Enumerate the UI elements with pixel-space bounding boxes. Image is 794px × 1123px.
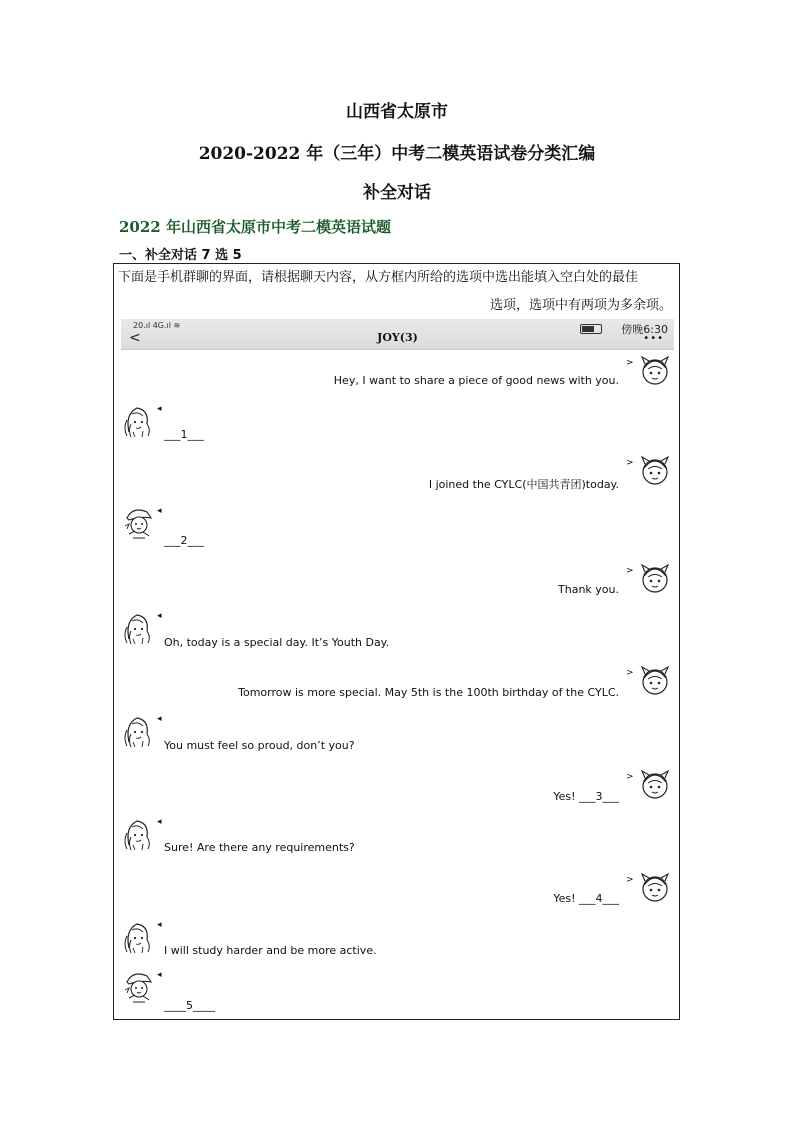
avatar-icon	[638, 452, 672, 488]
bubble-pointer-icon: >	[626, 458, 634, 468]
bubble-pointer-icon: ◂	[157, 970, 162, 980]
signal-icon: 20.ıl 4G.ıl ≋	[133, 321, 181, 330]
document-title: 山西省太原市	[346, 102, 448, 122]
bubble-pointer-icon: ◂	[157, 611, 162, 621]
instruction-line-2: 选项，选项中有两项为多余项。	[489, 298, 672, 313]
bubble-pointer-icon: >	[626, 358, 634, 368]
chat-message-10: Sure! Are there any requirements?	[164, 841, 355, 854]
avatar-icon	[121, 609, 155, 645]
phone-status-bar	[121, 319, 674, 350]
bubble-pointer-icon: >	[626, 566, 634, 576]
bubble-pointer-icon: ◂	[157, 714, 162, 724]
chat-message-6: Oh, today is a special day. It’s Youth Day.	[164, 636, 390, 649]
avatar-icon	[121, 504, 155, 540]
chat-message-9: Yes! ___3___	[553, 790, 619, 803]
chat-message-2: ___1___	[164, 428, 204, 441]
bubble-pointer-icon: >	[626, 772, 634, 782]
avatar-icon	[121, 712, 155, 748]
section-heading: 2022 年山西省太原市中考二模英语试题	[119, 218, 391, 236]
chat-message-13: ____5____	[164, 999, 215, 1012]
bubble-pointer-icon: ◂	[157, 817, 162, 827]
avatar-icon	[121, 815, 155, 851]
bubble-pointer-icon: ◂	[157, 506, 162, 516]
avatar-icon	[638, 662, 672, 698]
bubble-pointer-icon: ◂	[157, 920, 162, 930]
chat-message-12: I will study harder and be more active.	[164, 944, 377, 957]
document-subtitle: 2020-2022 年（三年）中考二模英语试卷分类汇编	[198, 144, 596, 164]
back-arrow-icon[interactable]: <	[129, 330, 141, 346]
chat-message-11: Yes! ___4___	[553, 892, 619, 905]
battery-icon	[580, 324, 602, 334]
avatar-icon	[638, 766, 672, 802]
avatar-icon	[638, 869, 672, 905]
chat-title: JOY(3)	[377, 331, 418, 344]
avatar-icon	[121, 968, 155, 1004]
bubble-pointer-icon: ◂	[157, 404, 162, 414]
avatar-icon	[638, 352, 672, 388]
chat-message-3: I joined the CYLC(中国共青团)today.	[428, 478, 619, 491]
chat-message-7: Tomorrow is more special. May 5th is the 100th birthday of the CYLC.	[238, 686, 619, 699]
avatar-icon	[121, 402, 155, 438]
chat-message-1: Hey, I want to share a piece of good news with you.	[333, 374, 619, 387]
bubble-pointer-icon: >	[626, 875, 634, 885]
instruction-line-1: 下面是手机群聊的界面，请根据聊天内容，从方框内所给的选项中选出能填入空白处的最佳	[118, 270, 639, 285]
clock: 傍晚6:30	[621, 323, 668, 336]
more-options-icon[interactable]: •••	[643, 333, 664, 344]
document-topic: 补全对话	[363, 183, 431, 203]
part-heading: 一、补全对话 7 选 5	[119, 248, 242, 263]
avatar-icon	[121, 918, 155, 954]
chat-message-5: Thank you.	[558, 583, 619, 596]
chat-message-4: ___2___	[164, 534, 204, 547]
bubble-pointer-icon: >	[626, 668, 634, 678]
chat-message-8: You must feel so proud, don’t you?	[164, 739, 355, 752]
avatar-icon	[638, 560, 672, 596]
